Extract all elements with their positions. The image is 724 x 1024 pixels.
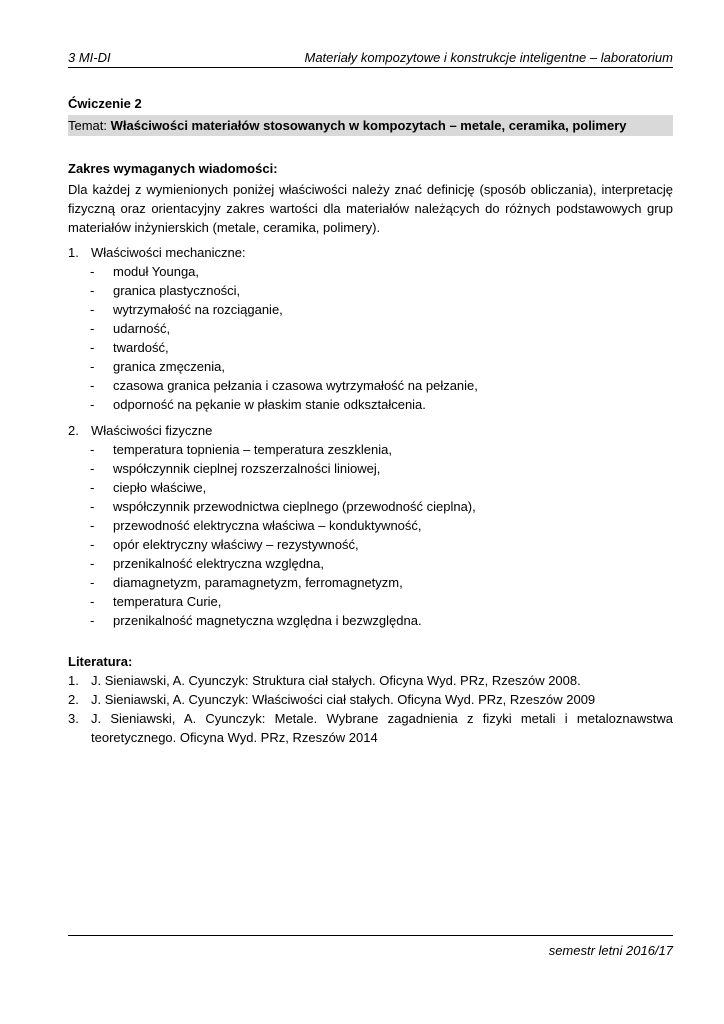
- exercise-topic: [68, 115, 673, 136]
- list-item: - przewodność elektryczna właściwa – konduktywność,: [90, 518, 422, 533]
- list-item: - diamagnetyzm, paramagnetyzm, ferromagnetyzm,: [90, 575, 403, 590]
- scope-title: Zakres wymaganych wiadomości:: [68, 161, 278, 176]
- document-body: [68, 94, 673, 747]
- property-group-physical: [68, 421, 673, 630]
- topic-text: Właściwości materiałów stosowanych w kompozytach – metale, ceramika, polimery: [110, 118, 627, 133]
- footer-divider: [68, 935, 673, 936]
- exercise-title: Ćwiczenie 2: [68, 96, 142, 111]
- list-item: - wytrzymałość na rozciąganie,: [90, 302, 283, 317]
- header-course-code: 3 MI-DI: [68, 50, 111, 65]
- list-item: - temperatura topnienia – temperatura zeszklenia,: [90, 442, 392, 457]
- list-item: - przenikalność elektryczna względna,: [90, 556, 324, 571]
- group-title: Właściwości mechaniczne:: [91, 245, 246, 260]
- topic-label: Temat:: [68, 118, 108, 133]
- properties-list: [68, 243, 673, 630]
- list-item: - czasowa granica pełzania i czasowa wytrzymałość na pełzanie,: [90, 378, 478, 393]
- list-item: - opór elektryczny właściwy – rezystywność,: [90, 537, 359, 552]
- header-divider: [68, 67, 673, 68]
- list-item: - udarność,: [90, 321, 171, 336]
- group-number: 1.: [68, 245, 79, 260]
- literature-item: 3. J. Sieniawski, A. Cyunczyk: Metale. Wybrane zagadnienia z fizyki metali i metaloznawstwa teoretycznego. Oficyna Wyd. PRz, Rzeszów 2014: [68, 711, 673, 745]
- literature-item: 1. J. Sieniawski, A. Cyunczyk: Struktura ciał stałych. Oficyna Wyd. PRz, Rzeszów 2008.: [68, 673, 581, 688]
- group-number: 2.: [68, 423, 79, 438]
- list-item: - granica plastyczności,: [90, 283, 241, 298]
- physical-properties-sublist: [91, 440, 673, 630]
- literature-item: 2. J. Sieniawski, A. Cyunczyk: Właściwości ciał stałych. Oficyna Wyd. PRz, Rzeszów 2009: [68, 692, 596, 707]
- group-title: Właściwości fizyczne: [91, 423, 213, 438]
- property-group-mechanical: [68, 243, 673, 414]
- list-item: - temperatura Curie,: [90, 594, 222, 609]
- page-footer: semestr letni 2016/17: [548, 943, 673, 958]
- literature-title: Literatura:: [68, 654, 133, 669]
- literature-list: [68, 671, 673, 747]
- list-item: - przenikalność magnetyczna względna i bezwzględna.: [90, 613, 422, 628]
- list-item: - ciepło właściwe,: [90, 480, 207, 495]
- list-item: - współczynnik przewodnictwa cieplnego (przewodność cieplna),: [90, 499, 476, 514]
- list-item: - współczynnik cieplnej rozszerzalności liniowej,: [90, 461, 381, 476]
- list-item: - granica zmęczenia,: [90, 359, 225, 374]
- list-item: - odporność na pękanie w płaskim stanie odkształcenia.: [90, 397, 426, 412]
- list-item: - moduł Younga,: [90, 264, 200, 279]
- page-header: [68, 50, 673, 66]
- header-course-title: Materiały kompozytowe i konstrukcje inteligentne – laboratorium: [304, 50, 673, 65]
- scope-intro: Dla każdej z wymienionych poniżej właściwości należy znać definicję (sposób obliczania), interpretację fizyczną oraz orientacyjny zakres wartości dla materiałów należących do różnych podstawowych grup materiałów inżynierskich (metale, ceramika, polimery).: [68, 182, 673, 235]
- list-spacer: [68, 414, 673, 421]
- mechanical-properties-sublist: [91, 262, 673, 414]
- list-item: - twardość,: [90, 340, 169, 355]
